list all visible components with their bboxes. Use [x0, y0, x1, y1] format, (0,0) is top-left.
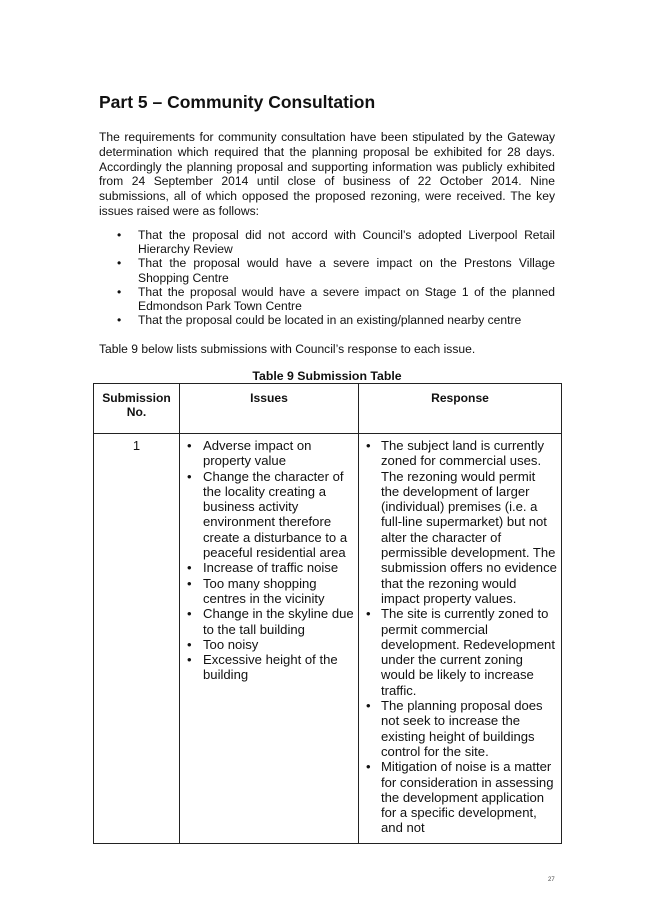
- submission-table: [93, 383, 562, 844]
- issue-item: • Adverse impact on property value: [180, 438, 358, 469]
- submission-number: 1: [94, 434, 180, 844]
- response-cell: [359, 434, 562, 844]
- header-submission-no: Submission No.: [94, 384, 180, 434]
- response-item: • The site is currently zoned to permit commercial development. Redevelopment under the current zoning would be likely to increase traffic.: [359, 606, 561, 698]
- page-number: 27: [548, 877, 555, 883]
- issue-item: • Too many shopping centres in the vicinity: [180, 576, 358, 607]
- table-row: [94, 434, 562, 844]
- issue-item: • Increase of traffic noise: [180, 560, 358, 575]
- issue-item: • Too noisy: [180, 637, 358, 652]
- key-issue-item: • That the proposal could be located in an existing/planned nearby centre: [99, 313, 555, 327]
- table-title: Table 9 Submission Table: [252, 369, 402, 383]
- intro-paragraph: The requirements for community consultation have been stipulated by the Gateway determination which required that the planning proposal be exhibited for 28 days. Accordingly the planning proposal and supporting information was publicly exhibited from 24 September 2014 until close of business of 22 October 2014. Nine submissions, all of which opposed the proposed rezoning, were received. The key issues raised were as follows:: [99, 130, 555, 218]
- responses-list: [359, 438, 561, 836]
- section-heading: Part 5 – Community Consultation: [99, 92, 376, 112]
- header-response: Response: [359, 384, 562, 434]
- key-issue-item: • That the proposal would have a severe impact on the Prestons Village Shopping Centre: [99, 256, 555, 284]
- key-issues-list: [99, 228, 555, 327]
- issue-item: • Change the character of the locality creating a business activity environment therefore create a disturbance to a peaceful residential area: [180, 469, 358, 561]
- response-item: • Mitigation of noise is a matter for consideration in assessing the development application for a specific development, and not: [359, 759, 561, 835]
- key-issue-item: • That the proposal would have a severe impact on Stage 1 of the planned Edmondson Park Town Centre: [99, 285, 555, 313]
- issues-list: [180, 438, 358, 683]
- table-lead-text: Table 9 below lists submissions with Council’s response to each issue.: [99, 342, 476, 356]
- response-item: • The subject land is currently zoned for commercial uses. The rezoning would permit the development of larger (individual) premises (i.e. a full-line supermarket) but not alter the character of permissible development. The submission offers no evidence that the rezoning would impact property values.: [359, 438, 561, 606]
- table-header-row: [94, 384, 562, 434]
- key-issue-item: • That the proposal did not accord with Council’s adopted Liverpool Retail Hierarchy Review: [99, 228, 555, 256]
- issue-item: • Excessive height of the building: [180, 652, 358, 683]
- header-issues: Issues: [180, 384, 359, 434]
- response-item: • The planning proposal does not seek to increase the existing height of buildings control for the site.: [359, 698, 561, 759]
- issues-cell: [180, 434, 359, 844]
- issue-item: • Change in the skyline due to the tall building: [180, 606, 358, 637]
